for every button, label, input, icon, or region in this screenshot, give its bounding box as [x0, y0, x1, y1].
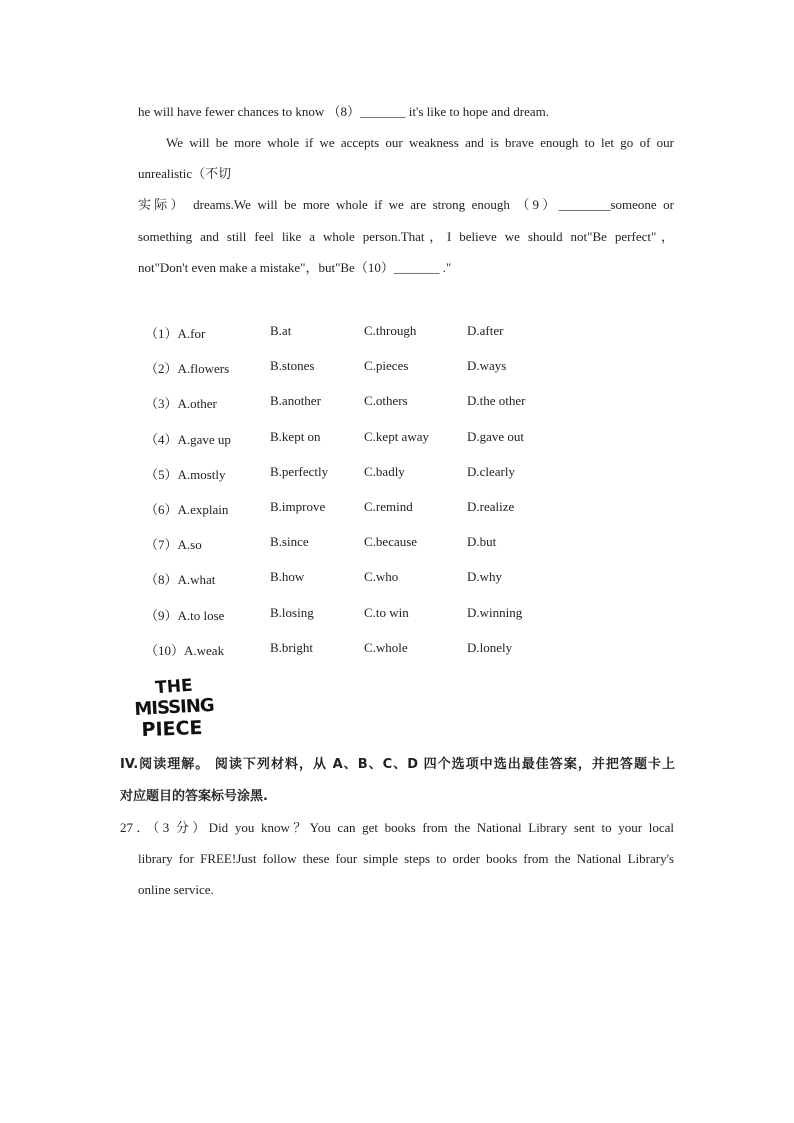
option-b: B.kept on [270, 428, 321, 444]
passage-line-2 [138, 134, 674, 152]
option-a: （1）A.for [145, 326, 206, 341]
passage-line-3: unrealistic（不切 [138, 166, 232, 181]
option-c: C.pieces [364, 358, 409, 374]
option-b: B.since [270, 534, 309, 550]
option-d: D.the other [467, 393, 526, 409]
logo-text-3: PIECE [141, 716, 203, 742]
option-c: C.whole [364, 639, 408, 655]
option-a: （5）A.mostly [145, 466, 226, 482]
option-c: C.remind [364, 499, 413, 514]
option-a: （9）A.to lose [145, 607, 225, 623]
option-b: B.losing [270, 604, 314, 620]
option-b: B.another [270, 393, 321, 409]
option-a: （2）A.flowers [145, 361, 230, 377]
missing-piece-logo [133, 675, 215, 742]
option-a: （4）A.gave up [145, 431, 231, 447]
option-a: （7）A.so [145, 537, 202, 553]
q27-line-3: online service. [138, 882, 214, 897]
logo-text-2: MISSING [133, 694, 215, 721]
option-a: （8）A.what [145, 572, 216, 588]
option-c: C.to win [364, 604, 409, 620]
option-c: C.who [364, 569, 399, 585]
option-d: D.clearly [467, 463, 516, 479]
q27-line-1-text: 27．（3 分）Did you know？You can get books from the National Library sent to your local [120, 820, 674, 835]
option-c: C.through [364, 323, 417, 338]
option-a: （3）A.other [145, 396, 217, 412]
option-c: C.because [364, 534, 418, 550]
passage-line-1: he will have fewer chances to know （8）_______ it's like to hope and dream. [138, 104, 550, 119]
passage-line-4 [138, 196, 674, 214]
option-d: D.ways [467, 358, 507, 374]
option-d: D.but [467, 534, 497, 550]
option-b: B.bright [270, 639, 313, 655]
option-d: D.why [467, 569, 503, 585]
passage-line-5-text: something and still feel like a whole person.That，I believe we should not"Be perfect"， [138, 229, 674, 244]
option-a: （10）A.weak [145, 642, 225, 658]
logo-text-1: THE [154, 675, 194, 699]
passage-line-6: not"Don't even make a mistake"，but"Be（10）_______ ." [138, 260, 452, 275]
option-a: （6）A.explain [145, 502, 229, 517]
q27-line-2-text: library for FREE!Just follow these four simple steps to order books from the National Library's [138, 851, 674, 866]
option-d: D.gave out [467, 428, 525, 444]
passage-line-2-text: We will be more whole if we accepts our weakness and is brave enough to let go of our [166, 135, 674, 150]
passage-line-5 [138, 228, 674, 246]
option-d: D.winning [467, 604, 523, 620]
option-d: D.after [467, 323, 504, 338]
option-d: D.realize [467, 499, 515, 514]
q27-line-2 [138, 850, 674, 868]
option-d: D.lonely [467, 639, 513, 655]
option-b: B.improve [270, 499, 326, 514]
passage-line-4-text: 实际） dreams.We will be more whole if we are strong enough （9）________someone or [138, 197, 674, 212]
option-b: B.perfectly [270, 463, 329, 479]
option-c: C.badly [364, 463, 405, 479]
option-b: B.at [270, 323, 292, 338]
q27-line-1 [120, 819, 674, 837]
option-b: B.stones [270, 358, 315, 374]
option-c: C.others [364, 393, 408, 409]
option-b: B.how [270, 569, 305, 585]
option-c: C.kept away [364, 428, 429, 444]
section-iv-line-1: IV.阅读理解。 阅读下列材料，从 A、B、C、D 四个选项中选出最佳答案，并把答题卡上 [120, 757, 675, 772]
section-iv-line-2: 对应题目的答案标号涂黑. [120, 789, 268, 804]
section-iv-heading [120, 756, 675, 774]
